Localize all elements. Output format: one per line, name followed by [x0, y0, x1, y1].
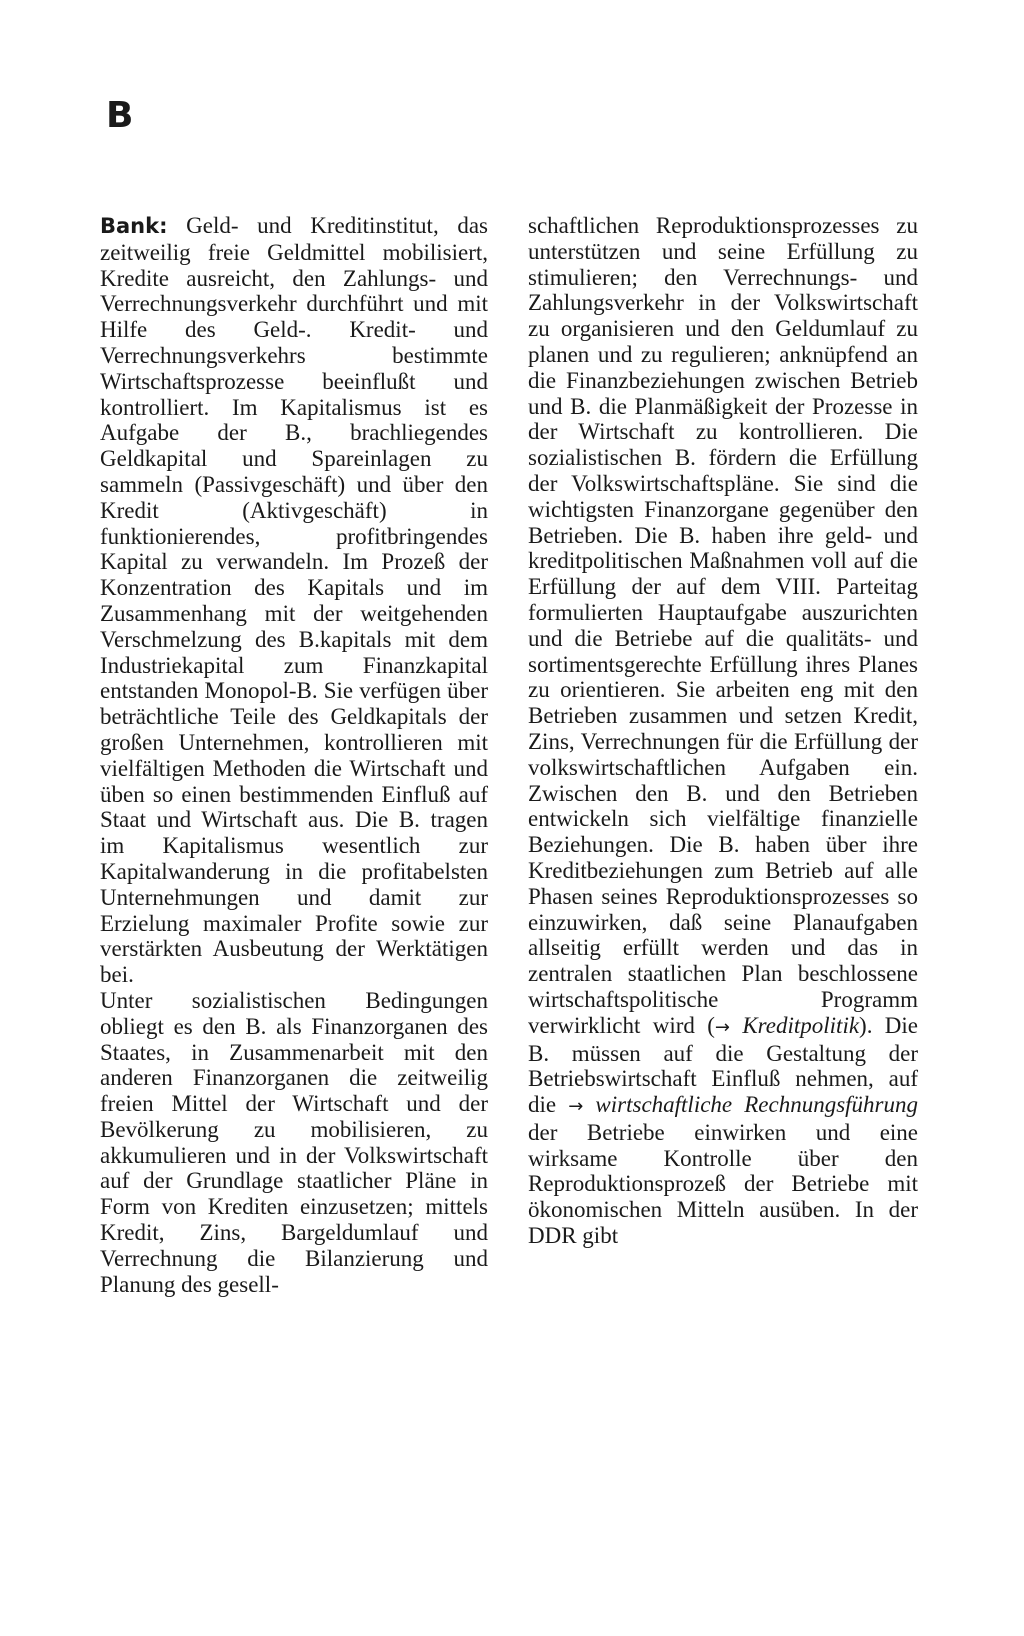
- entry-paragraph-2: Unter sozialistischen Bedingungen obliegt es den B. als Finanzorganen des Staates, in Zusammenarbeit mit den anderen Finanzorganen die zeitweilig freien Mittel der Wirtschaft und der Bevölkerung zu mobilisieren, zu akkumulieren und in der Volkswirtschaft auf der Grundlage staatlicher Pläne in Form von Krediten einzusetzen; mittels Kredit, Zins, Bargeldumlauf und Verrechnung die Bilanzierung und Planung des gesell-: [100, 987, 488, 1297]
- entry-definition-text: Geld- und Kreditinstitut, das zeitweilig freie Geldmittel mobilisiert, Kredite ausreicht, den Zahlungs- und Verrechnungsverkehr durchführt und mit Hilfe des Geld-. Kredit- und Verrechnungsverkehrs bestimmte Wirtschaftsprozesse beeinflußt und kontrolliert. Im Kapitalismus ist es Aufgabe der B., brachliegendes Geldkapital und Spareinlagen zu sammeln (Passivgeschäft) und über den Kredit (Aktivgeschäft) in funktionierendes, profitbringendes Kapital zu verwandeln. Im Prozeß der Konzentration des Kapitals und im Zusammenhang mit der weitgehenden Verschmelzung des B.kapitals mit dem Industriekapital zum Finanzkapital entstanden Monopol-B. Sie verfügen über beträchtliche Teile des Geldkapitals der großen Unternehmen, kontrollieren mit vielfältigen Methoden die Wirtschaft und üben so einen bestimmenden Einfluß auf Staat und Wirtschaft aus. Die B. tragen im Kapitalismus wesentlich zur Kapitalwanderung in die profitabelsten Unternehmungen und damit zur Erzielung maximaler Profite sowie zur verstärkten Ausbeutung der Werktätigen bei.: [100, 213, 488, 988]
- continuation-text-2: ). Die B. müssen auf die Gestaltung der Betriebswirtschaft Einfluß nehmen, auf die: [528, 1012, 919, 1118]
- section-letter: B: [106, 95, 134, 136]
- entry-lemma: Bank:: [100, 214, 168, 238]
- entry-paragraph-1: [100, 213, 488, 988]
- entry-continuation: [528, 213, 918, 1249]
- cross-reference-arrow-icon: →: [714, 1016, 730, 1038]
- continuation-text-3: der Betriebe einwirken und eine wirksame Kontrolle über den Reproduktionsprozeß der Betriebe mit ökonomischen Mitteln ausüben. In der DDR gibt: [528, 1119, 918, 1249]
- right-column: [528, 213, 918, 1249]
- cross-reference-kreditpolitik[interactable]: Kreditpolitik: [742, 1012, 860, 1038]
- continuation-text-1: schaftlichen Reproduktionsprozesses zu unterstützen und seine Erfüllung zu stimulieren; den Verrechnungs- und Zahlungsverkehr in der Volkswirtschaft zu organisieren und den Geldumlauf zu planen und zu regulieren; anknüpfend an die Finanzbeziehungen zwischen Betrieb und B. die Planmäßigkeit der Prozesse in der Wirtschaft zu kontrollieren. Die sozialistischen B. fördern die Erfüllung der Volkswirtschaftspläne. Sie sind die wichtigsten Finanzorgane gegenüber den Betrieben. Die B. haben ihre geld- und kreditpolitischen Maßnahmen voll auf die Erfüllung der auf dem VIII. Parteitag formulierten Hauptaufgabe auszurichten und die Betriebe auf die qualitäts- und sortimentsgerechte Erfüllung ihres Planes zu orientieren. Sie arbeiten eng mit den Betrieben zusammen und setzen Kredit, Zins, Verrechnungen für die Erfüllung der volkswirtschaftlichen Aufgaben ein. Zwischen den B. und den Betrieben entwickeln sich vielfältige finanzielle Beziehungen. Die B. haben über ihre Kreditbeziehungen zum Betrieb auf alle Phasen seines Reproduktionsprozesses so einzuwirken, daß seine Planaufgaben allseitig erfüllt werden und das in zentralen staatlichen Plan beschlossene wirtschaftspolitische Programm verwirklicht wird (: [528, 213, 918, 1038]
- cross-reference-arrow-icon: →: [568, 1096, 584, 1118]
- left-column: [100, 213, 488, 1297]
- cross-reference-rechnungsfuehrung[interactable]: wirtschaftliche Rechnungsführung: [595, 1092, 918, 1118]
